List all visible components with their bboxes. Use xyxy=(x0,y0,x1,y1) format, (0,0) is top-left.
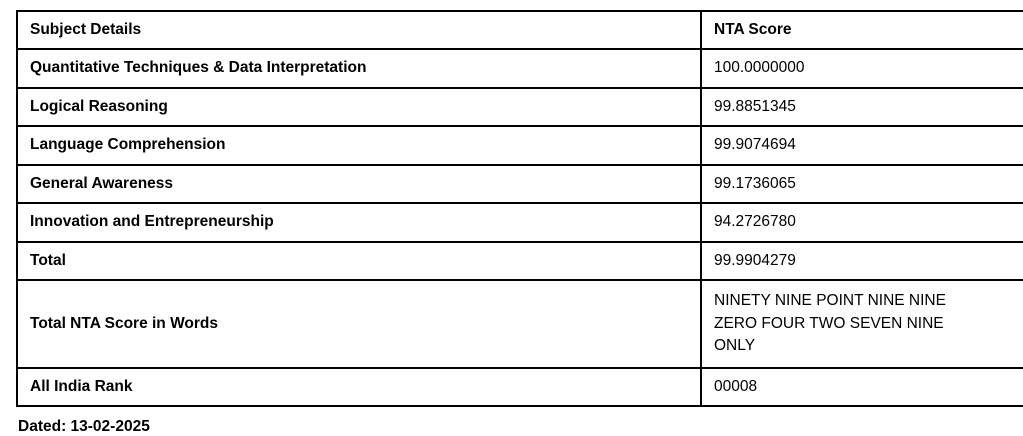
subject-label: Logical Reasoning xyxy=(17,88,701,126)
table-row-all-india-rank xyxy=(17,368,1023,406)
header-nta-score: NTA Score xyxy=(701,11,1023,49)
total-score: 99.9904279 xyxy=(701,242,1023,280)
subject-score: 94.2726780 xyxy=(701,203,1023,241)
table-row-total xyxy=(17,242,1023,280)
subject-score: 99.8851345 xyxy=(701,88,1023,126)
score-words-line-1: NINETY NINE POINT NINE NINE xyxy=(714,292,946,310)
score-words-line-2: ZERO FOUR TWO SEVEN NINE xyxy=(714,314,944,332)
table-header-row xyxy=(17,11,1023,49)
total-label: Total xyxy=(17,242,701,280)
subject-score: 99.9074694 xyxy=(701,126,1023,164)
subject-label: Innovation and Entrepreneurship xyxy=(17,203,701,241)
table-row-score-in-words xyxy=(17,280,1023,367)
table-row xyxy=(17,203,1023,241)
subject-label: Language Comprehension xyxy=(17,126,701,164)
table-row xyxy=(17,126,1023,164)
subject-label: Quantitative Techniques & Data Interpretation xyxy=(17,49,701,87)
header-subject-details: Subject Details xyxy=(17,11,701,49)
table-row xyxy=(17,165,1023,203)
all-india-rank-label: All India Rank xyxy=(17,368,701,406)
score-words-line-3: ONLY xyxy=(714,337,756,355)
score-in-words-value xyxy=(701,280,1023,367)
subject-score: 99.1736065 xyxy=(701,165,1023,203)
table-row xyxy=(17,88,1023,126)
all-india-rank-value: 00008 xyxy=(701,368,1023,406)
table-row xyxy=(17,49,1023,87)
score-in-words-label: Total NTA Score in Words xyxy=(17,280,701,367)
subject-score: 100.0000000 xyxy=(701,49,1023,87)
nta-score-table xyxy=(16,10,1023,407)
subject-label: General Awareness xyxy=(17,165,701,203)
dated-text: Dated: 13-02-2025 xyxy=(18,418,150,436)
